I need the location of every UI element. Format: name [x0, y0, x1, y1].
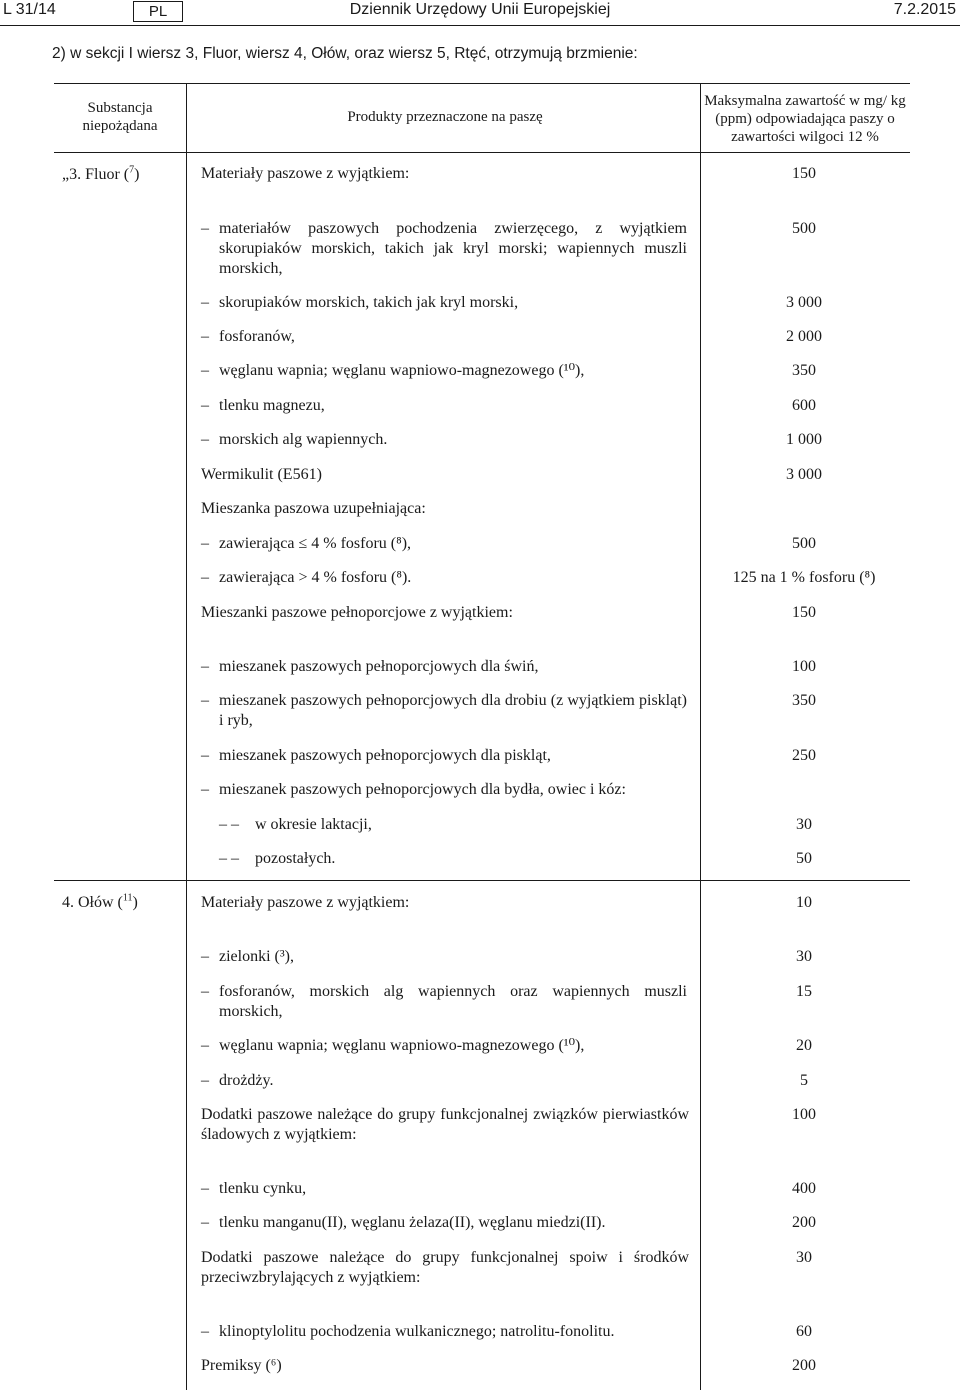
- page-reference: L 31/14: [3, 1, 56, 18]
- product-cell: – – pozostałych.: [201, 849, 687, 869]
- product-cell: Materiały paszowe z wyjątkiem:: [201, 894, 410, 911]
- product-cell: – fosforanów, morskich alg wapiennych oraz wapiennych muszli morskich,: [201, 982, 687, 1022]
- value-cell: 350: [792, 362, 816, 379]
- product-cell: – mieszanek paszowych pełnoporcjowych dla bydła, owiec i kóz:: [201, 780, 687, 800]
- product-cell: Dodatki paszowe należące do grupy funkcjonalnej spoiw i środków przeciwzbrylających z wyjątkiem:: [201, 1249, 689, 1286]
- substance-fluor: „3. Fluor ($^7$): [62, 164, 140, 183]
- value-cell: 600: [792, 397, 816, 414]
- table-top-rule: [54, 83, 910, 84]
- product-cell: – węglanu wapnia; węglanu wapniowo-magnezowego (¹⁰),: [201, 1036, 687, 1056]
- product-cell: Materiały paszowe z wyjątkiem:: [201, 165, 410, 182]
- intro-text: 2) w sekcji I wiersz 3, Fluor, wiersz 4, Ołów, oraz wiersz 5, Rtęć, otrzymują brzmienie:: [52, 45, 638, 62]
- value-cell: 200: [792, 1214, 816, 1231]
- product-cell: – zielonki (³),: [201, 947, 687, 967]
- product-cell: Premiksy (⁶): [201, 1357, 282, 1374]
- column-header-substance: Substancja niepożądana: [82, 100, 158, 134]
- product-cell: – tlenku magnezu,: [201, 396, 687, 416]
- language-box: PL: [133, 1, 183, 22]
- value-cell: 200: [792, 1357, 816, 1374]
- value-cell: 5: [800, 1072, 808, 1089]
- value-cell: 60: [796, 1323, 812, 1340]
- product-cell: – klinoptylolitu pochodzenia wulkanicznego; natrolitu-fonolitu.: [201, 1322, 687, 1342]
- product-cell: – – w okresie laktacji,: [201, 815, 687, 835]
- product-cell: – węglanu wapnia; węglanu wapniowo-magnezowego (¹⁰),: [201, 361, 687, 381]
- product-cell: – fosforanów,: [201, 327, 687, 347]
- value-cell: 30: [796, 1249, 812, 1266]
- column-header-products: Produkty przeznaczone na paszę: [347, 109, 543, 125]
- value-cell: 50: [796, 850, 812, 867]
- section-divider: [54, 880, 910, 881]
- value-cell: 150: [792, 165, 816, 182]
- product-cell: – mieszanek paszowych pełnoporcjowych dla drobiu (z wyjątkiem piskląt) i ryb,: [201, 691, 687, 731]
- product-cell: – mieszanek paszowych pełnoporcjowych dla piskląt,: [201, 746, 687, 766]
- product-cell: Mieszanka paszowa uzupełniająca:: [201, 500, 426, 517]
- product-cell: – drożdży.: [201, 1071, 687, 1091]
- value-cell: 30: [796, 948, 812, 965]
- product-cell: Mieszanki paszowe pełnoporcjowe z wyjątkiem:: [201, 604, 513, 621]
- publication-date: 7.2.2015: [893, 1, 956, 18]
- product-cell: – morskich alg wapiennych.: [201, 430, 687, 450]
- journal-title: Dziennik Urzędowy Unii Europejskiej: [349, 1, 611, 18]
- value-cell: 1 000: [786, 431, 822, 448]
- value-cell: 30: [796, 816, 812, 833]
- value-cell: 20: [796, 1037, 812, 1054]
- product-cell: – mieszanek paszowych pełnoporcjowych dla świń,: [201, 657, 687, 677]
- column-divider-2: [700, 153, 701, 1390]
- table-header-rule: [54, 152, 910, 153]
- value-cell: 15: [796, 983, 812, 1000]
- column-divider-1: [186, 153, 187, 1390]
- value-cell: 100: [792, 1106, 816, 1123]
- value-cell: 250: [792, 747, 816, 764]
- product-cell: – zawierająca > 4 % fosforu (⁸).: [201, 568, 687, 588]
- value-cell: 3 000: [786, 466, 822, 483]
- product-cell: – tlenku manganu(II), węglanu żelaza(II), węglanu miedzi(II).: [201, 1213, 687, 1233]
- substance-olow: 4. Ołów ($^{11}$): [62, 892, 138, 911]
- product-cell: Wermikulit (E561): [201, 466, 322, 483]
- value-cell: 125 na 1 % fosforu (⁸): [732, 569, 876, 586]
- value-cell: 3 000: [786, 294, 822, 311]
- header-divider-2: [700, 83, 701, 153]
- header-divider-1: [186, 83, 187, 153]
- value-cell: 100: [792, 658, 816, 675]
- value-cell: 500: [792, 535, 816, 552]
- value-cell: 150: [792, 604, 816, 621]
- value-cell: 10: [796, 894, 812, 911]
- header-divider: [0, 25, 960, 26]
- column-header-max: Maksymalna zawartość w mg/ kg (ppm) odpowiadająca paszy o zawartości wilgoci 12 %: [704, 93, 906, 145]
- product-cell: – tlenku cynku,: [201, 1179, 687, 1199]
- product-cell: – materiałów paszowych pochodzenia zwierzęcego, z wyjątkiem skorupiaków morskich, takich jak kryl morski; wapiennych muszli morskich,: [201, 219, 687, 279]
- page-header: [0, 0, 960, 26]
- value-cell: 400: [792, 1180, 816, 1197]
- product-cell: – zawierająca ≤ 4 % fosforu (⁸),: [201, 534, 687, 554]
- value-cell: 2 000: [786, 328, 822, 345]
- value-cell: 500: [792, 220, 816, 237]
- product-cell: – skorupiaków morskich, takich jak kryl morski,: [201, 293, 687, 313]
- product-cell: Dodatki paszowe należące do grupy funkcjonalnej związków pierwiastków śladowych z wyjątkiem:: [201, 1106, 689, 1143]
- value-cell: 350: [792, 692, 816, 709]
